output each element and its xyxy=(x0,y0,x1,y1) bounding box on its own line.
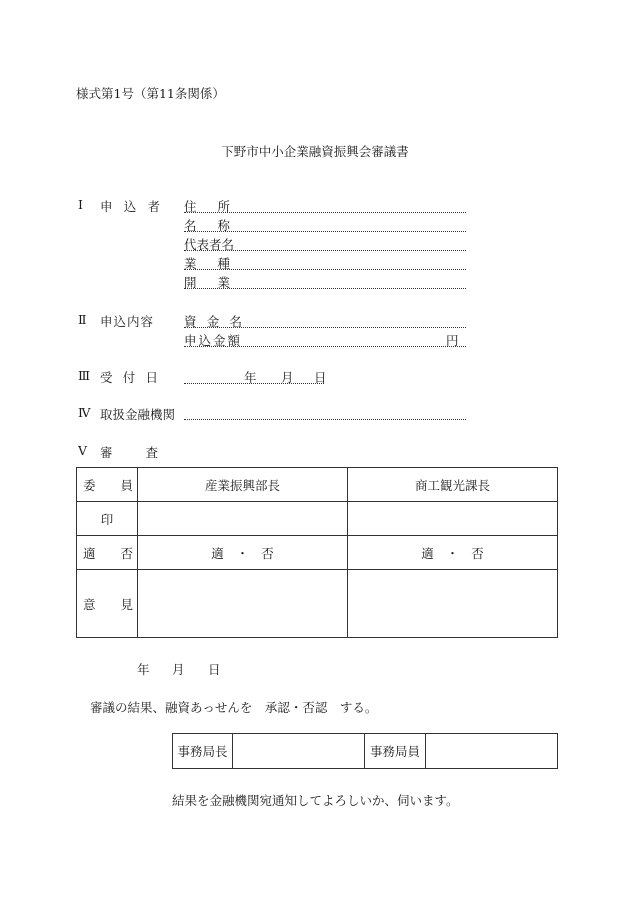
director-label: 事務局長 xyxy=(173,734,233,769)
seal-label: 印 xyxy=(77,502,138,536)
section-3-label: 受 付 日 xyxy=(100,370,158,385)
representative-line[interactable] xyxy=(184,250,466,251)
staff-member-label: 事務局員 xyxy=(365,734,426,769)
dept2-opinion-cell[interactable] xyxy=(348,570,558,638)
name-label: 名 称 xyxy=(184,218,230,233)
section-1-label: 申 込 者 xyxy=(100,199,160,214)
approval-label: 適 否 xyxy=(83,545,133,561)
dept1-header: 産業振興部長 xyxy=(138,468,348,502)
opinion-label: 意 見 xyxy=(83,596,133,612)
date-day: 日 xyxy=(208,662,221,677)
dept2-header: 商工観光課長 xyxy=(348,468,558,502)
closing-text: 結果を金融機関宛通知してよろしいか、伺います。 xyxy=(172,793,459,808)
staff-table xyxy=(172,733,558,769)
section-3-number: Ⅲ xyxy=(78,368,91,383)
director-seal-cell[interactable] xyxy=(233,734,365,769)
section-4-label: 取扱金融機関 xyxy=(100,407,176,422)
review-table xyxy=(76,467,558,638)
dept1-approval-cell[interactable]: 適 ・ 否 xyxy=(138,536,348,570)
form-number: 様式第1号（第11条関係） xyxy=(76,86,225,101)
address-line[interactable] xyxy=(184,212,466,213)
business-type-label: 業 種 xyxy=(184,256,230,271)
bank-line[interactable] xyxy=(184,419,466,420)
section-2-number: Ⅱ xyxy=(78,312,87,327)
date-year: 年 xyxy=(137,662,150,677)
fund-name-line[interactable] xyxy=(184,327,466,328)
section-2-label: 申込内容 xyxy=(100,314,155,329)
fund-name-label: 資 金 名 xyxy=(184,314,242,329)
amount-line[interactable] xyxy=(184,346,466,347)
received-year: 年 xyxy=(244,370,257,385)
member-label: 委 員 xyxy=(83,477,133,493)
representative-label: 代表者名 xyxy=(184,237,235,252)
section-1-number: Ⅰ xyxy=(78,197,83,212)
opened-label: 開 業 xyxy=(184,275,230,290)
dept2-seal-cell[interactable] xyxy=(348,502,558,536)
member-label-cell xyxy=(77,468,138,502)
staff-member-seal-cell[interactable] xyxy=(426,734,558,769)
dept1-opinion-cell[interactable] xyxy=(138,570,348,638)
opinion-label-cell xyxy=(77,570,138,638)
amount-label: 申込金額 xyxy=(184,333,243,348)
yen-unit: 円 xyxy=(446,333,459,348)
approval-label-cell xyxy=(77,536,138,570)
dept2-approval-cell[interactable]: 適 ・ 否 xyxy=(348,536,558,570)
date-month: 月 xyxy=(172,662,185,677)
section-5-number: Ⅴ xyxy=(78,443,88,458)
business-type-line[interactable] xyxy=(184,269,466,270)
section-4-number: Ⅳ xyxy=(78,405,91,420)
name-line[interactable] xyxy=(184,231,466,232)
address-label: 住 所 xyxy=(184,199,230,214)
result-text: 審議の結果、融資あっせんを 承認・否認 する。 xyxy=(90,700,378,715)
dept1-seal-cell[interactable] xyxy=(138,502,348,536)
received-month: 月 xyxy=(281,370,294,385)
document-title: 下野市中小企業融資振興会審議書 xyxy=(221,144,409,159)
section-5-label: 審 査 xyxy=(100,445,158,460)
opened-line[interactable] xyxy=(184,288,466,289)
received-day: 日 xyxy=(314,370,327,385)
